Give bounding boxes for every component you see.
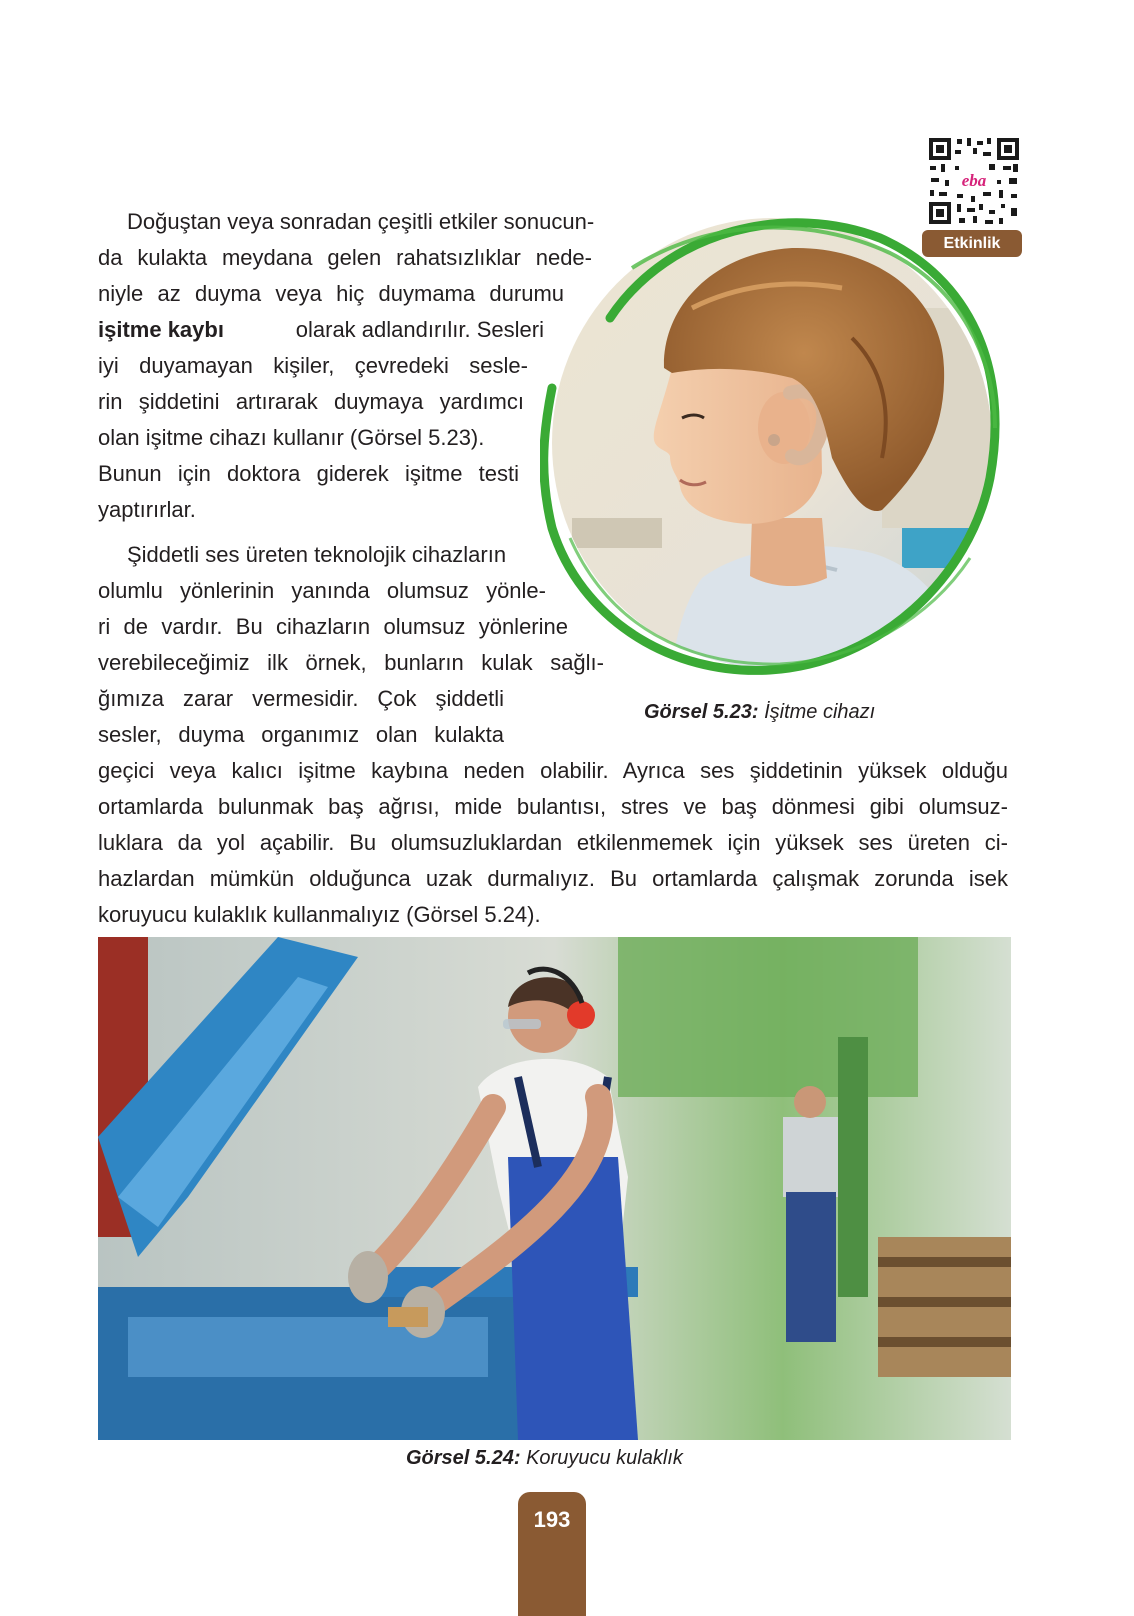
- figure-5-24-label: Görsel 5.24:: [406, 1447, 521, 1469]
- paragraph-1-line-4-rest: olarak adlandırılır. Sesleri: [295, 317, 544, 342]
- paragraph-1-line-6: rin şiddetini artırarak duymaya yardımcı: [98, 389, 524, 414]
- paragraph-2-line-7: geçici veya kalıcı işitme kaybına neden olabilir. Ayrıca ses şiddetinin yüksek olduğu: [98, 758, 1008, 783]
- paragraph-1-line-4: [98, 312, 544, 348]
- paragraph-1-line-1: Doğuştan veya sonradan çeşitli etkiler sonucun-: [127, 209, 595, 234]
- figure-5-23-caption: [644, 701, 875, 724]
- paragraph-2-line-4: verebileceğimiz ilk örnek, bunların kulak sağlı-: [98, 650, 604, 675]
- paragraph-1-line-3: niyle az duyma veya hiç duymama durumu: [98, 281, 564, 306]
- factory-worker-photo: [98, 937, 1011, 1440]
- paragraph-1-line-5: iyi duyamayan kişiler, çevredeki sesle-: [98, 353, 528, 378]
- paragraph-1-line-7: olan işitme cihazı kullanır (Görsel 5.23).: [98, 425, 485, 450]
- paragraph-1-line-8: Bunun için doktora giderek işitme testi: [98, 461, 519, 486]
- paragraph-2-line-5: ğımıza zarar vermesidir. Çok şiddetli: [98, 686, 504, 711]
- activity-badge[interactable]: Etkinlik: [922, 230, 1022, 257]
- paragraph-2-line-8: ortamlarda bulunmak baş ağrısı, mide bulantısı, stres ve baş dönmesi gibi olumsuz-: [98, 794, 1008, 819]
- key-term-hearing-loss: işitme kaybı: [98, 317, 224, 342]
- svg-text:eba: eba: [961, 171, 987, 190]
- paragraph-2-line-10: hazlardan mümkün olduğunca uzak durmalıyız. Bu ortamlarda çalışmak zorunda isek: [98, 866, 1008, 891]
- paragraph-2-line-1: Şiddetli ses üreten teknolojik cihazların: [127, 542, 507, 567]
- page-number: 193: [518, 1492, 586, 1616]
- paragraph-2-line-11: koruyucu kulaklık kullanmalıyız (Görsel 5.24).: [98, 902, 541, 927]
- paragraph-1-line-9: yaptırırlar.: [98, 497, 196, 522]
- paragraph-2-line-6: sesler, duyma organımız olan kulakta: [98, 722, 504, 747]
- paragraph-2-line-2: olumlu yönlerinin yanında olumsuz yönle-: [98, 578, 546, 603]
- figure-5-23-text: İşitme cihazı: [764, 701, 876, 723]
- paragraph-2-line-3: ri de vardır. Bu cihazların olumsuz yönlerine: [98, 614, 568, 639]
- figure-5-24-text: Koruyucu kulaklık: [526, 1447, 683, 1469]
- paragraph-2-line-9: luklara da yol açabilir. Bu olumsuzluklardan etkilenmemek için yüksek ses üreten ci-: [98, 830, 1008, 855]
- paragraph-1-line-2: da kulakta meydana gelen rahatsızlıklar nede-: [98, 245, 592, 270]
- green-ring-frame: [540, 208, 1010, 686]
- figure-5-23-label: Görsel 5.23:: [644, 701, 759, 723]
- figure-5-24-caption: [406, 1447, 683, 1470]
- hearing-aid-figure: [540, 208, 1010, 686]
